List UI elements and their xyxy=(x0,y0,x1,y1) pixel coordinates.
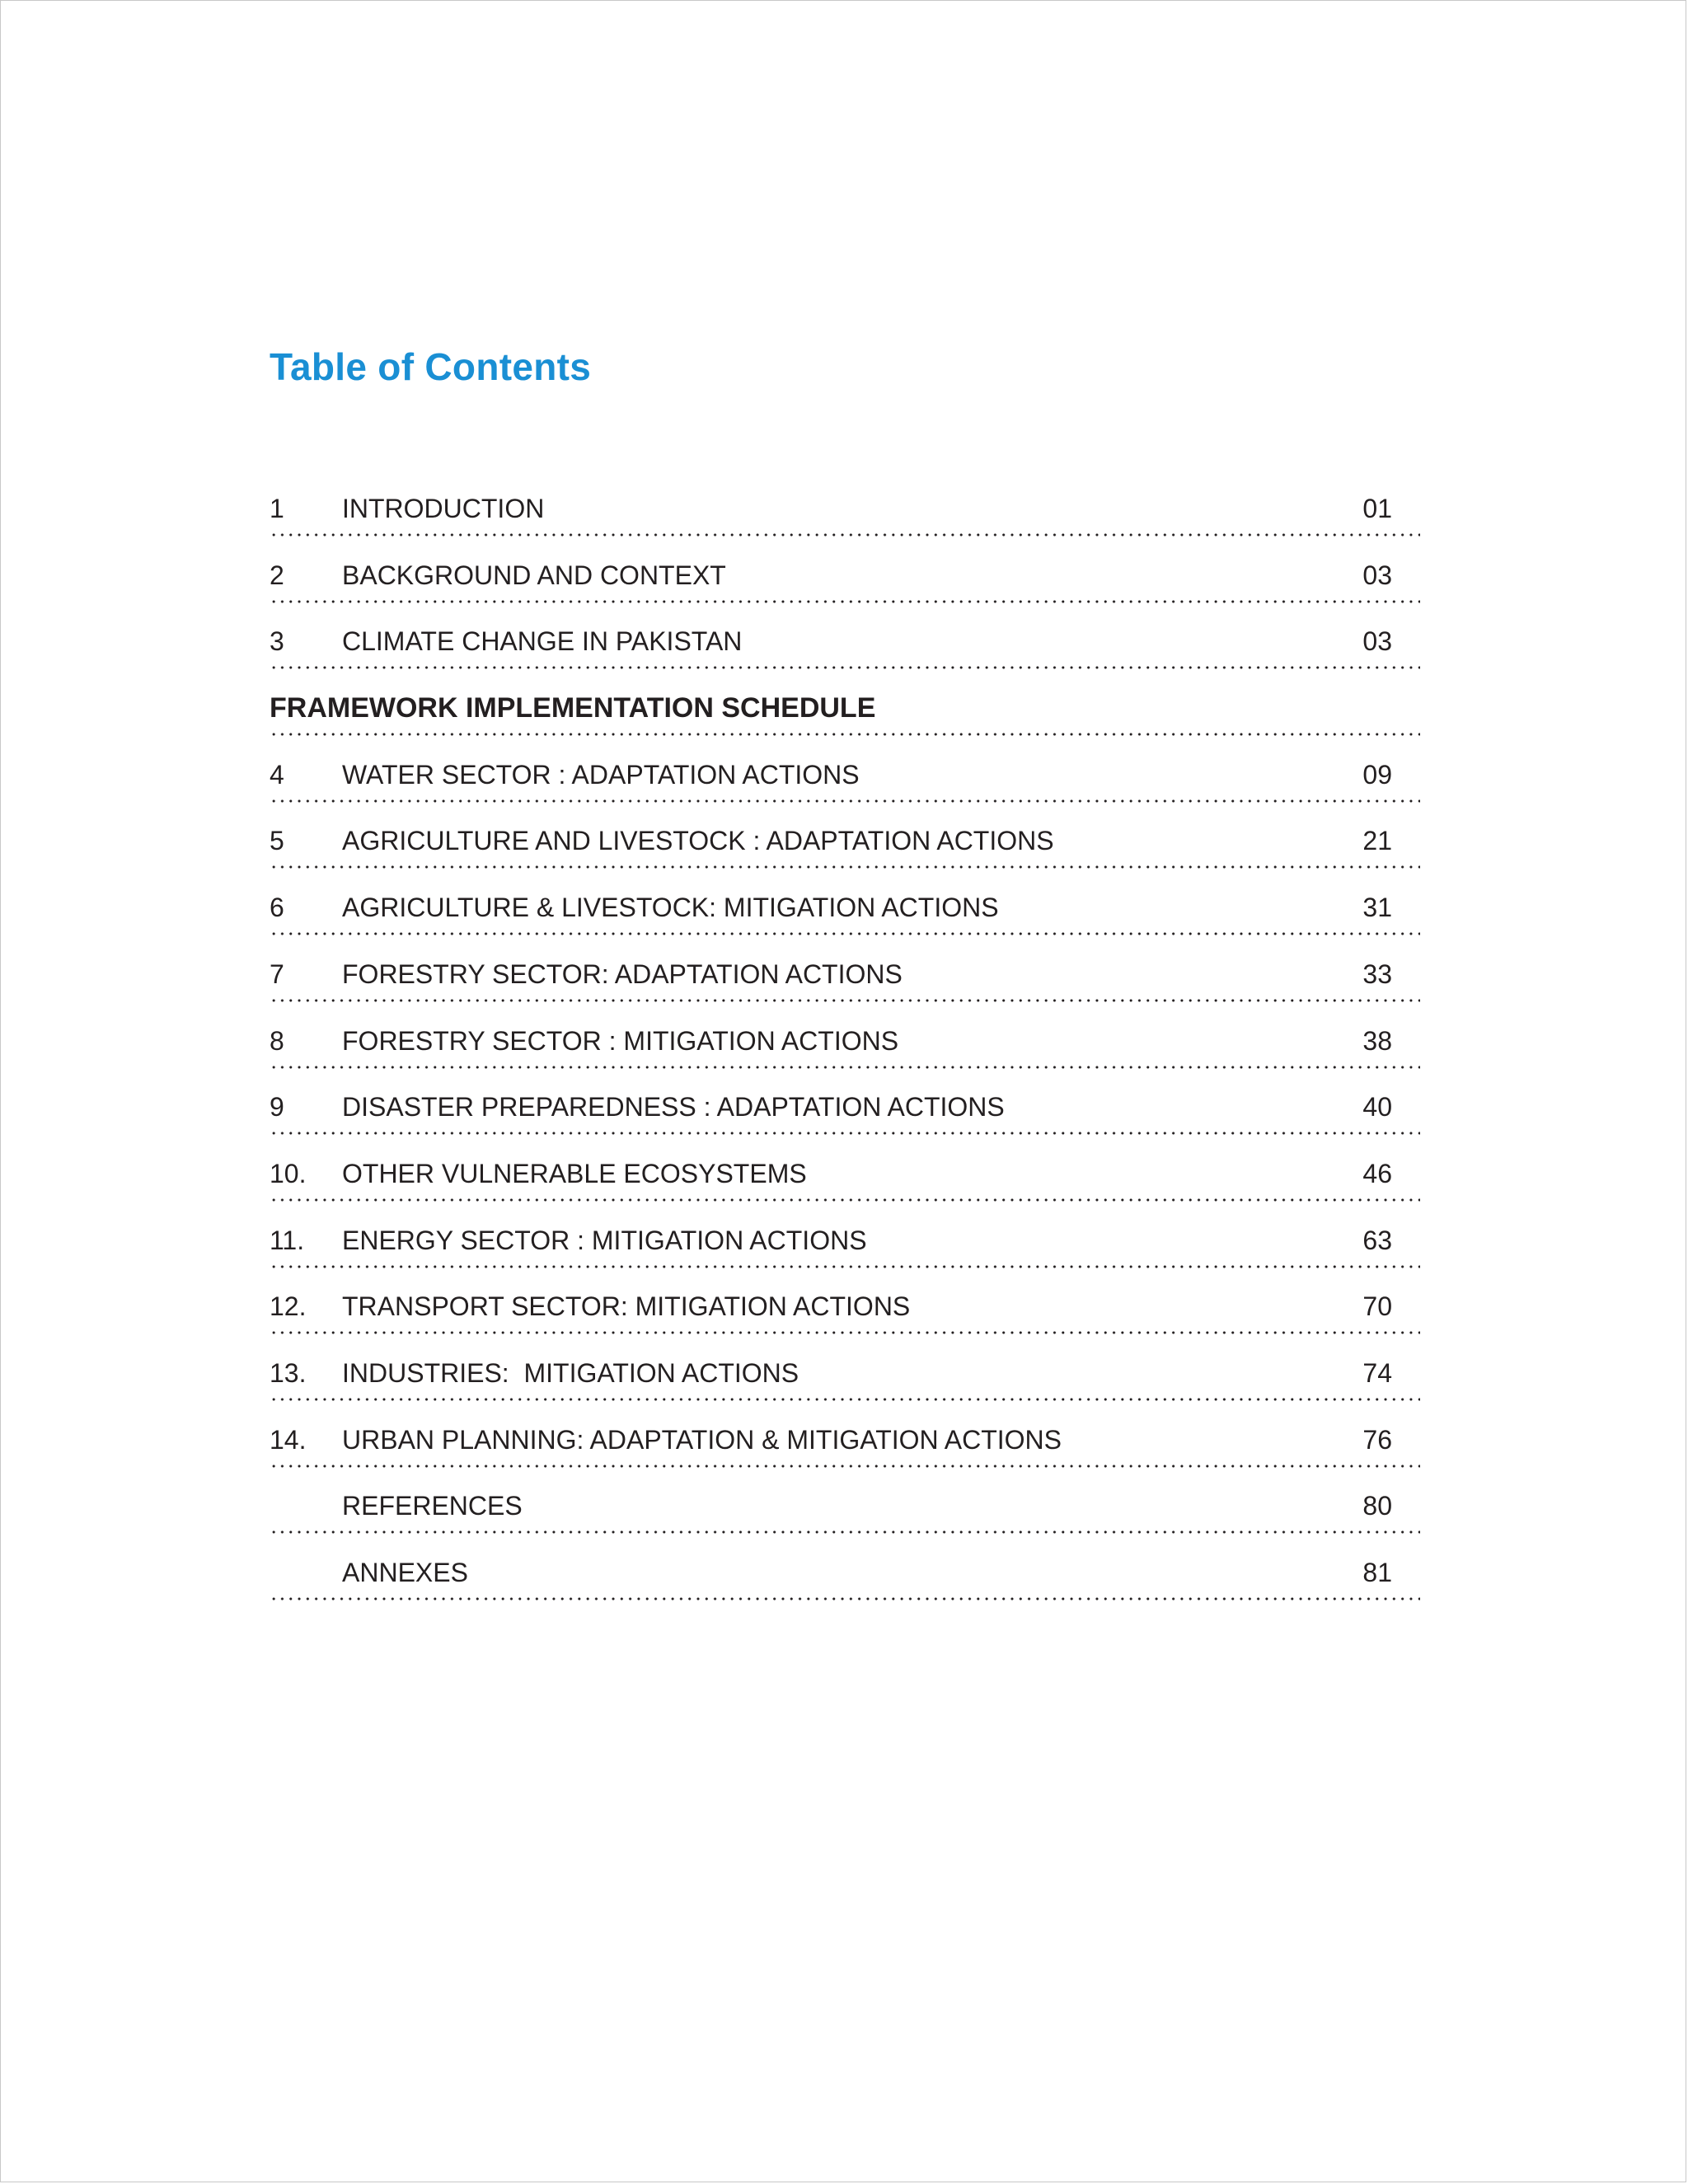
toc-entry-background[interactable] xyxy=(270,549,1420,616)
dot-leader xyxy=(270,533,1420,537)
toc-entry-references[interactable] xyxy=(270,1479,1420,1546)
toc-entry-agriculture-mitigation[interactable] xyxy=(270,881,1420,948)
toc-entry-page: 33 xyxy=(1362,958,1392,989)
toc-entry-number: 4 xyxy=(270,759,284,790)
toc-entry-energy-sector[interactable] xyxy=(270,1214,1420,1281)
toc-title: Table of Contents xyxy=(270,345,592,388)
toc-entry-page: 46 xyxy=(1362,1158,1392,1188)
dot-leader xyxy=(270,1398,1420,1401)
toc-entry-water-sector[interactable] xyxy=(270,748,1420,815)
toc-entry-page: 21 xyxy=(1362,826,1392,856)
toc-entry-number: 14. xyxy=(270,1424,307,1455)
dot-leader xyxy=(270,600,1420,603)
toc-entry-page: 74 xyxy=(1362,1357,1392,1388)
dot-leader xyxy=(270,799,1420,803)
toc-entry-page: 63 xyxy=(1362,1225,1392,1255)
toc-entry-label: FORESTRY SECTOR: ADAPTATION ACTIONS xyxy=(342,958,903,989)
toc-entry-number: 9 xyxy=(270,1092,284,1122)
toc-entry-forestry-adaptation[interactable] xyxy=(270,948,1420,1015)
toc-section-heading[interactable] xyxy=(270,682,1420,748)
toc-entry-annexes[interactable] xyxy=(270,1546,1420,1613)
toc-entry-number: 5 xyxy=(270,826,284,856)
dot-leader xyxy=(270,1331,1420,1334)
toc-entry-industries[interactable] xyxy=(270,1347,1420,1413)
toc-section-label: FRAMEWORK IMPLEMENTATION SCHEDULE xyxy=(270,692,876,724)
toc-entry-introduction[interactable] xyxy=(270,482,1420,549)
toc-entry-vulnerable-ecosystems[interactable] xyxy=(270,1147,1420,1214)
toc-entry-page: 09 xyxy=(1362,759,1392,790)
dot-leader xyxy=(270,999,1420,1002)
toc-entry-label: CLIMATE CHANGE IN PAKISTAN xyxy=(342,626,743,657)
toc-entry-disaster-preparedness[interactable] xyxy=(270,1080,1420,1147)
toc-entry-label: WATER SECTOR : ADAPTATION ACTIONS xyxy=(342,759,860,790)
toc-entry-transport-sector[interactable] xyxy=(270,1280,1420,1347)
toc-list xyxy=(270,482,1420,1613)
dot-leader xyxy=(270,1066,1420,1069)
toc-entry-page: 70 xyxy=(1362,1291,1392,1322)
toc-entry-number: 10. xyxy=(270,1158,307,1188)
toc-entry-number: 8 xyxy=(270,1025,284,1056)
toc-entry-number: 7 xyxy=(270,958,284,989)
toc-entry-number: 13. xyxy=(270,1357,307,1388)
toc-entry-label: INDUSTRIES: MITIGATION ACTIONS xyxy=(342,1357,799,1388)
toc-entry-label: TRANSPORT SECTOR: MITIGATION ACTIONS xyxy=(342,1291,911,1322)
dot-leader xyxy=(270,733,1420,736)
toc-entry-page: 38 xyxy=(1362,1025,1392,1056)
toc-entry-forestry-mitigation[interactable] xyxy=(270,1015,1420,1081)
toc-entry-urban-planning[interactable] xyxy=(270,1413,1420,1480)
dot-leader xyxy=(270,1465,1420,1468)
toc-entry-page: 40 xyxy=(1362,1092,1392,1122)
toc-entry-page: 31 xyxy=(1362,893,1392,923)
dot-leader xyxy=(270,1597,1420,1601)
toc-entry-number: 11. xyxy=(270,1225,305,1255)
toc-entry-label: DISASTER PREPAREDNESS : ADAPTATION ACTIONS xyxy=(342,1092,1005,1122)
dot-leader xyxy=(270,666,1420,669)
toc-entry-label: OTHER VULNERABLE ECOSYSTEMS xyxy=(342,1158,807,1188)
toc-entry-label: BACKGROUND AND CONTEXT xyxy=(342,560,726,590)
dot-leader xyxy=(270,932,1420,935)
toc-entry-page: 03 xyxy=(1362,560,1392,590)
toc-entry-label: AGRICULTURE AND LIVESTOCK : ADAPTATION ACTIONS xyxy=(342,826,1054,856)
toc-entry-climate-change[interactable] xyxy=(270,615,1420,682)
toc-entry-number: 12. xyxy=(270,1291,307,1322)
dot-leader xyxy=(270,1265,1420,1268)
toc-entry-label: REFERENCES xyxy=(342,1491,523,1521)
toc-entry-page: 76 xyxy=(1362,1424,1392,1455)
toc-entry-label: AGRICULTURE & LIVESTOCK: MITIGATION ACTIONS xyxy=(342,893,999,923)
toc-entry-number: 6 xyxy=(270,893,284,923)
toc-entry-label: FORESTRY SECTOR : MITIGATION ACTIONS xyxy=(342,1025,899,1056)
toc-entry-page: 01 xyxy=(1362,494,1392,523)
toc-entry-agriculture-adaptation[interactable] xyxy=(270,814,1420,881)
toc-entry-label: URBAN PLANNING: ADAPTATION & MITIGATION ACTIONS xyxy=(342,1424,1062,1455)
toc-entry-number: 3 xyxy=(270,626,284,657)
toc-entry-page: 03 xyxy=(1362,626,1392,657)
dot-leader xyxy=(270,1132,1420,1135)
toc-entry-page: 80 xyxy=(1362,1491,1392,1521)
toc-entry-number: 1 xyxy=(270,494,284,523)
dot-leader xyxy=(270,1530,1420,1534)
dot-leader xyxy=(270,865,1420,869)
dot-leader xyxy=(270,1198,1420,1202)
toc-entry-page: 81 xyxy=(1362,1558,1392,1587)
toc-entry-number: 2 xyxy=(270,560,284,590)
toc-entry-label: ANNEXES xyxy=(342,1558,468,1587)
toc-entry-label: ENERGY SECTOR : MITIGATION ACTIONS xyxy=(342,1225,867,1255)
toc-entry-label: INTRODUCTION xyxy=(342,494,545,523)
